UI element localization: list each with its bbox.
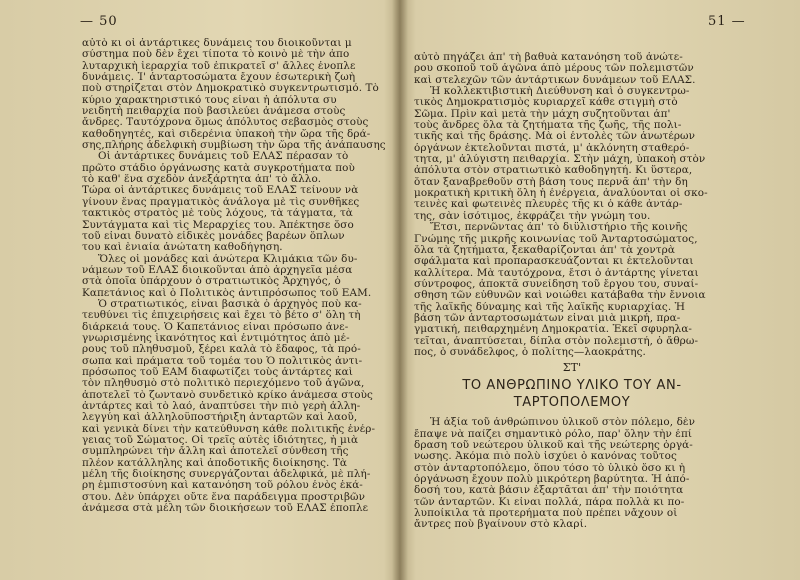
text-line: τὸ καθ' ἕνα σχεδὸν ἀνεξάρτητα ἀπ' τὸ ἄλλο. xyxy=(82,174,322,186)
text-line: στου. Δὲν ὑπάρχει οὔτε ἕνα παράδειγμα προστριβῶν xyxy=(82,491,366,503)
section-heading-line-1: ΤΟ ΑΝΘΡΩΠΙΝΟ ΥΛΙΚΟ ΤΟΥ ΑΝ- xyxy=(462,378,682,394)
page-body xyxy=(82,38,390,514)
text-line: τοῦ εἶναι δυνατὸ εἰδικὲς μονάδες βαρέων ὅπλων xyxy=(82,230,345,242)
text-line: λυταρχικὴ ἱεραρχία τοῦ ἐπικρατεῖ σ' ἄλλες ἐνοπλε xyxy=(82,60,356,72)
text-line: Τώρα οἱ ἀντάρτικες δυνάμεις τοῦ ΕΛΑΣ τείνουν νὰ xyxy=(82,185,359,197)
text-line: συμπληρώνει τὴν ἄλλη καὶ ἀποτελεῖ σύνθεση τῆς xyxy=(82,446,349,458)
text-line: Οἱ ἀντάρτικες δυνάμεις τοῦ ΕΛΑΣ πέρασαν τὸ xyxy=(98,151,349,163)
text-line: Ἡ ἀξία τοῦ ἀνθρώπινου ὑλικοῦ στὸν πόλεμο, δὲν xyxy=(430,417,696,429)
text-line: τικῆς καὶ τῆς δράσης. Μὰ οἱ ἐντολὲς τῶν ἀνωτέρων xyxy=(414,131,696,143)
paragraph-block xyxy=(414,52,730,358)
text-line: τεινὲς καὶ φωτεινὲς πλευρὲς τῆς κι ὁ κάθε ἀντάρ- xyxy=(414,199,683,211)
text-line: Σῶμα. Πρὶν καὶ μετὰ τὴν μάχη συζητοῦνται ἀπ' xyxy=(414,108,671,120)
text-line: Ἔτσι, περνῶντας ἀπ' τὸ διϋλιστήριο τῆς κοινῆς xyxy=(430,222,688,234)
text-line: δραση τοῦ νεώτερου ὑλικοῦ καὶ τῆς νεώτερης ὀργά- xyxy=(414,439,693,451)
text-line: ἀποτελεῖ τὸ ζωντανὸ συνδετικὸ κρίκο ἀνάμεσα στοὺς xyxy=(82,389,373,401)
text-line: σύντροφος, ἀποκτᾶ συνείδηση τοῦ ἔργου του, συναί- xyxy=(414,278,699,290)
text-line: κύριο χαρακτηριστικό τους εἶναι ἡ ἀπόλυτα συ xyxy=(82,94,337,106)
text-line: αὐτὸ κι οἱ ἀντάρτικες δυνάμεις του διοικοῦνται μ xyxy=(82,38,352,49)
text-line: πρόσωπος τοῦ ΕΑΜ διαφωτίζει τοὺς ἀντάρτες καὶ xyxy=(82,366,353,378)
text-line: καλλίτερα. Μὰ ταυτόχρονα, ἔτσι ὁ ἀντάρτης γίνεται xyxy=(414,267,699,279)
text-line: Καπετάνιος καὶ ὁ Πολιτικὸς ἀντιπρόσωπος τοῦ ΕΑΜ. xyxy=(82,287,372,299)
text-line: Ἡ κολλεκτιβιστικὴ Διεύθυνση καὶ ὁ συγκεντρω- xyxy=(430,86,690,98)
text-line: στὸν ἀνταρτοπόλεμο, ὅπου τόσο τὸ ὑλικὸ ὅσο κι ἡ xyxy=(414,462,686,474)
text-line: δοσή του, κατὰ βάσιν ἐξαρτᾶται ἀπ' τὴν ποιότητα xyxy=(414,485,684,497)
text-line: σύστημα ποὺ δὲν ἔχει τίποτα τὸ κοινὸ μὲ τὴν ἀπο xyxy=(82,49,350,61)
text-line: ρου σκοποῦ τοῦ ἀγῶνα ἀπὸ μέρους τῶν πολεμιστῶν xyxy=(414,63,694,75)
text-line: Ὅλες οἱ μονάδες καὶ ἀνώτερα Κλιμάκια τῶν δυ- xyxy=(98,253,358,265)
text-line: Συντάγματα καὶ τὶς Μεραρχίες του. Ἀπέκτησε ὅσο xyxy=(82,219,354,231)
text-line: καθοδηγητές, καὶ σιδερένια ὑπακοὴ τὴν ὥρα τῆς δρά- xyxy=(82,128,371,140)
text-line: Γνώμης τῆς μικρῆς κοινωνίας τοῦ Ἀνταρτοσώματος, xyxy=(414,233,698,245)
text-line: σωπα καὶ πράματα τοῦ τομέα του Ὁ πολιτικὸς ἀντι- xyxy=(82,355,363,367)
text-line: γνωρισμένης ἱκανότητος καὶ ἐντιμότητος ἀπὸ μέ- xyxy=(82,332,350,344)
text-line: μέλη τῆς διοίκησης συνεργάζονται ἀδελφικά, μὲ πλή- xyxy=(82,469,371,481)
text-line: σφάλματα καὶ προπαρασκευάζονται κι ἐκτελοῦνται xyxy=(414,256,694,268)
text-line: σθηση τῶν εὐθυνῶν καὶ νοιώθει κατάβαθα τὴν ἔννοια xyxy=(414,290,706,302)
text-line: ἔπαψε νὰ παίζει σημαντικὸ ρόλο, παρ' ὅλην τὴν ἐπί xyxy=(414,428,693,440)
text-line: στὰ ὁποῖα ὑπάρχουν ὁ στρατιωτικὸς Ἀρχηγός, ὁ xyxy=(82,276,341,288)
text-line: νάμεων τοῦ ΕΛΑΣ διοικοῦνται ἀπὸ ἀρχηγεῖα μέσα xyxy=(82,264,353,276)
text-line: νειδητὴ πειθαρχία ποὺ βασιλεύει ἀνάμεσα στοὺς xyxy=(82,106,346,118)
text-line: γίνουν ἕνας πραγματικὸς ἀνάλογα μὲ τὶς συνθῆκες xyxy=(82,196,360,208)
text-line: καὶ στελεχῶν τῶν ἀντάρτικων δυνάμεων τοῦ ΕΛΑΣ. xyxy=(414,74,696,86)
text-line: πος, ὁ συνάδελφος, ὁ πολίτης—λαοκράτης. xyxy=(414,346,646,358)
text-line: τὸν πληθυσμὸ στὸ πολιτικὸ περιεχόμενο τοῦ ἀγῶνα, xyxy=(82,378,365,390)
text-line: τεῖται, ἀναπτύσεται, δίπλα στὸν πολεμιστή, ὁ ἄθρω- xyxy=(414,335,699,347)
text-line: τητα, μ' ἀλύγιστη πειθαρχία. Στὴν μάχη, ὑπακοὴ στὸν xyxy=(414,154,706,166)
text-line: ποὺ στηρίζεται στὸν Δημοκρατικὸ συγκεντρωτισμό. Τὸ xyxy=(82,83,379,95)
text-line: πλέον κατάλληλης καὶ ἀποδοτικῆς διοίκησης. Τὰ xyxy=(82,457,348,469)
page-body xyxy=(414,52,730,531)
text-line: του καὶ ἑνιαία ἀνώτατη καθοδήγηση. xyxy=(82,242,283,254)
paragraph-block xyxy=(414,417,730,530)
text-line: τακτικὸς στρατὸς μὲ τοὺς λόχους, τὰ τάγματα, τὰ xyxy=(82,208,353,220)
left-page xyxy=(0,0,398,580)
text-line: μοκρατικὴ κριτικὴ ὅλη ἡ ἐνέργεια, ἀναλύονται οἱ σκο- xyxy=(414,188,708,200)
text-line: ἀπόλυτα στὸν στρατιωτικὸ καθοδηγητή. Κι ὕστερα, xyxy=(414,165,693,177)
page-number: — 50 xyxy=(80,14,118,29)
text-line: ὅλα τὰ ζητήματα, ξεκαθαρίζονται ἀπ' τὰ χοντρὰ xyxy=(414,244,675,256)
text-line: ἄντρες ποὺ βγαίνουν στὸ κλαρί. xyxy=(414,519,588,531)
right-page xyxy=(402,0,800,580)
text-line: αὐτὸ πηγάζει ἀπ' τὴ βαθυὰ κατανόηση τοῦ ἀνώτε- xyxy=(414,52,683,63)
text-line: ἄνδρες. Ταυτόχρονα ὅμως ἀπόλυτος σεβασμὸς στοὺς xyxy=(82,117,369,129)
text-line: της, σὰν ἰσότιμος, ἐκφράζει τὴν γνώμη του. xyxy=(414,210,651,222)
text-line: διάρκειά τους. Ὁ Καπετάνιος εἶναι πρόσωπο ἀνε- xyxy=(82,321,349,333)
text-line: ἀντάρτες καὶ τὸ λαό, ἀναπτύσει τὴν πιὸ γερὴ ἀλλη- xyxy=(82,401,361,412)
text-line: τῶν ἀνταρτῶν. Κι εἶναι πολλά, πάρα πολλὰ κι πο- xyxy=(414,496,685,508)
text-line: τικὸς Δημοκρατισμὸς κυριαρχεῖ κάθε στιγμὴ στὸ xyxy=(414,97,678,109)
text-line: σης,πλήρης ἀδελφικὴ συμβίωση τὴν ὥρα τῆς ἀνάπαυσης xyxy=(82,140,386,152)
text-line: τευθύνει τὶς ἐπιχειρήσεις καὶ ἔχει τὸ βέτο σ' ὅλη τὴ xyxy=(82,310,361,322)
text-line: νωσης. Ἀκόμα πιὸ πολὺ ἰσχύει ὁ κανόνας τοῦτος xyxy=(414,451,677,463)
text-line: δυνάμεις. Ἰ' ἀνταρτοσώματα ἔχουν ἐσωτερικὴ ζωὴ xyxy=(82,72,356,84)
text-line: τοὺς ἄνδρες ὅλα τὰ ζητήματα τῆς ζωῆς, τῆς πολι- xyxy=(414,120,682,132)
section-number: ΣΤ' xyxy=(562,361,582,375)
text-line: καὶ γενικὰ δίνει τὴν κατεύθυνση κάθε πολιτικῆς ἐνέρ- xyxy=(82,423,376,435)
text-line: πρῶτο στάδιο ὀργάνωσης κατὰ συγκροτήματα ποὺ xyxy=(82,162,355,174)
text-line: βάση τῶν ἀνταρτοσωμάτων εἶναι μιὰ μικρή, πρα- xyxy=(414,312,681,324)
text-line: λεγγύη καὶ ἀλληλοϋποστήριξη ἀνταρτῶν καὶ λαοῦ, xyxy=(82,412,358,424)
text-line: τῆς λαϊκῆς δύναμης καὶ τῆς λαϊκῆς κυριαρχίας. Ἡ xyxy=(414,301,686,313)
text-line: ρη ἐμπιστοσύνη καὶ κατανόηση τοῦ ρόλου ἐνὸς ἑκά- xyxy=(82,480,363,492)
text-line: γειας τοῦ Σώματος. Οἱ τρεῖς αὐτὲς ἰδιότητες, ἡ μιὰ xyxy=(82,435,359,447)
text-line: ρους τοῦ πληθυσμοῦ, ξέρει καλὰ τὸ ἔδαφος, τὰ πρό- xyxy=(82,344,361,356)
section-heading-line-2: ΤΑΡΤΟΠΟΛΕΜΟΥ xyxy=(513,395,631,411)
text-line: ὅταν ξαναβρεθοῦν στὴ βάση τους περνᾶ ἀπ' τὴν δη xyxy=(414,176,688,188)
page-number: 51 — xyxy=(708,14,746,29)
text-line: ὀργάνων ἐκτελοῦνται πιστά, μ' ἀκλόνητη σταθερό- xyxy=(414,142,690,154)
text-line: γματική, πειθαρχημένη Δημοκρατία. Ἐκεῖ σφυρηλα- xyxy=(414,324,693,336)
text-line: ὀργάνωση ἔχουν πολὺ μικρότερη βαρύτητα. Ἡ ἀπό- xyxy=(414,474,690,485)
text-line: ἀνάμεσα στὰ μέλη τῶν διοικήσεων τοῦ ΕΛΑΣ ἐποπλε xyxy=(82,503,369,515)
text-line: Ὁ στρατιωτικός, εἶναι βασικὰ ὁ ἀρχηγὸς ποὺ κα- xyxy=(98,298,362,310)
text-line: λυποίκιλα τὰ προτερήματα ποὺ πρέπει νἄχουν οἱ xyxy=(414,508,678,520)
